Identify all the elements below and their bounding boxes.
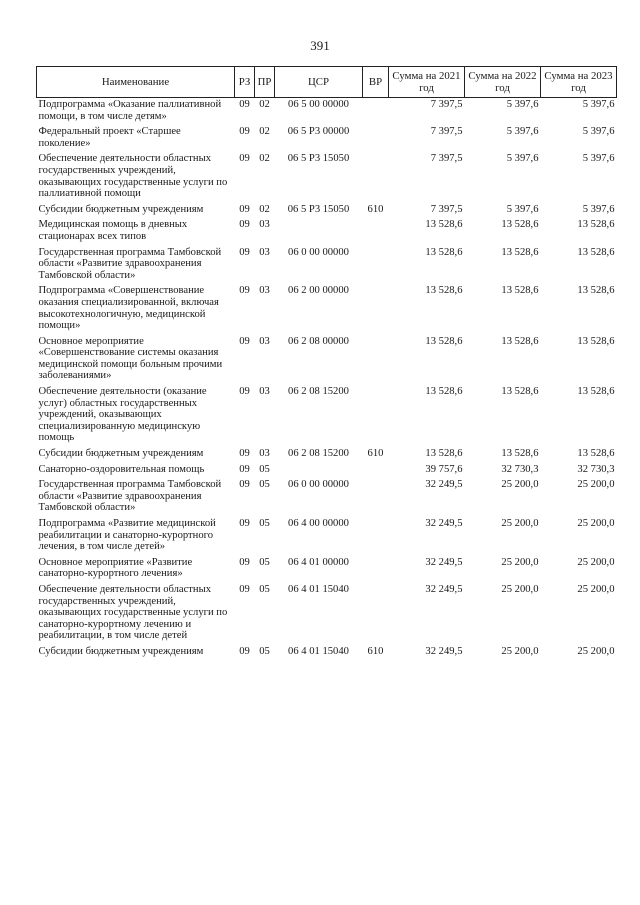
vr-cell (363, 335, 389, 385)
name-cell: Субсидии бюджетным учреждениям (38, 448, 204, 460)
csr-cell: 06 5 00 00000 (288, 99, 349, 110)
pr-cell: 02 (259, 99, 270, 110)
table-row (37, 152, 617, 202)
name-cell: Субсидии бюджетным учреждениям (38, 203, 204, 215)
header-rz: РЗ (235, 67, 255, 98)
table-row (37, 517, 617, 556)
sum-2022-cell: 5 397,6 (506, 153, 539, 165)
sum-2023-cell: 13 528,6 (577, 246, 615, 258)
sum-2021-cell: 13 528,6 (425, 386, 463, 398)
table-row (37, 645, 617, 661)
sum-2021-cell: 13 528,6 (425, 246, 463, 258)
vr-cell (363, 125, 389, 152)
csr-cell: 06 5 P3 15050 (287, 203, 350, 215)
pr-cell: 03 (259, 386, 270, 398)
sum-2021-cell: 13 528,6 (425, 335, 463, 347)
header-row (37, 67, 617, 98)
sum-2022-cell: 13 528,6 (501, 335, 539, 347)
sum-2021-cell: 32 249,5 (425, 645, 463, 657)
rz-cell: 09 (239, 99, 250, 110)
sum-2023-cell: 13 528,6 (577, 285, 615, 297)
table-row (37, 447, 617, 463)
pr-cell: 03 (259, 219, 270, 231)
rz-cell: 09 (239, 583, 250, 595)
vr-cell (363, 583, 389, 645)
pr-cell: 05 (259, 479, 270, 491)
table-body (37, 98, 617, 661)
sum-2022-cell: 25 200,0 (501, 556, 539, 568)
sum-2021-cell: 32 249,5 (425, 556, 463, 568)
rz-cell: 09 (239, 335, 250, 347)
sum-2022-cell: 13 528,6 (501, 219, 539, 231)
sum-2023-cell: 25 200,0 (577, 645, 615, 657)
rz-cell: 09 (239, 386, 250, 398)
table-row (37, 203, 617, 219)
vr-cell (363, 152, 389, 202)
name-cell: Основное мероприятие «Совершенствование системы оказания медицинской помощи больным прочими заболеваниями» (38, 335, 223, 382)
sum-2022-cell: 13 528,6 (501, 285, 539, 297)
header-sum-2022: Сумма на 2022 год (465, 67, 541, 98)
sum-2023-cell: 25 200,0 (577, 479, 615, 491)
table-row (37, 583, 617, 645)
table-row (37, 284, 617, 334)
sum-2023-cell: 13 528,6 (577, 335, 615, 347)
sum-2022-cell: 25 200,0 (501, 583, 539, 595)
sum-2021-cell: 13 528,6 (425, 448, 463, 460)
sum-2023-cell: 25 200,0 (577, 583, 615, 595)
pr-cell: 05 (259, 645, 270, 657)
sum-2023-cell: 25 200,0 (577, 518, 615, 529)
vr-cell (363, 98, 389, 126)
csr-cell: 06 4 01 15040 (288, 645, 349, 657)
pr-cell: 03 (259, 285, 270, 297)
rz-cell: 09 (239, 479, 250, 491)
sum-2021-cell: 39 757,6 (425, 463, 463, 475)
name-cell: Обеспечение деятельности областных государственных учреждений, оказывающих государственные услуги по паллиативной помощи (38, 153, 228, 200)
sum-2023-cell: 5 397,6 (582, 153, 615, 165)
page-number: 391 (310, 38, 330, 53)
name-cell: Подпрограмма «Совершенствование оказания специализированной, включая высокотехнологичную, медицинской помощи» (38, 285, 219, 332)
vr-cell (363, 517, 389, 556)
vr-cell (363, 556, 389, 583)
name-cell: Медицинская помощь в дневных стационарах всех типов (38, 219, 188, 242)
name-cell: Федеральный проект «Старшее поколение» (38, 126, 181, 149)
rz-cell: 09 (239, 153, 250, 165)
vr-cell (363, 246, 389, 285)
name-cell: Обеспечение деятельности (оказание услуг) областных государственных учреждений, оказывающих специализированную медицинскую помощь (38, 386, 207, 444)
name-cell: Субсидии бюджетным учреждениям (38, 645, 204, 657)
vr-cell (363, 385, 389, 447)
rz-cell: 09 (239, 645, 250, 657)
sum-2021-cell: 32 249,5 (425, 518, 463, 529)
vr-cell: 610 (367, 448, 384, 460)
pr-cell: 05 (259, 583, 270, 595)
sum-2023-cell: 32 730,3 (577, 463, 615, 475)
csr-cell: 06 4 00 00000 (288, 518, 349, 529)
vr-cell (363, 284, 389, 334)
sum-2021-cell: 7 397,5 (430, 99, 463, 110)
vr-cell: 610 (367, 203, 384, 215)
table-row (37, 125, 617, 152)
pr-cell: 02 (259, 203, 270, 215)
sum-2021-cell: 32 249,5 (425, 583, 463, 595)
sum-2023-cell: 13 528,6 (577, 448, 615, 460)
csr-cell: 06 0 00 00000 (288, 479, 349, 491)
sum-2022-cell: 25 200,0 (501, 518, 539, 529)
sum-2021-cell: 7 397,5 (430, 126, 463, 138)
sum-2022-cell: 25 200,0 (501, 645, 539, 657)
rz-cell: 09 (239, 518, 250, 529)
name-cell: Государственная программа Тамбовской области «Развитие здравоохранения Тамбовской области» (38, 479, 222, 514)
table-row (37, 218, 617, 245)
sum-2021-cell: 32 249,5 (425, 479, 463, 491)
header-vr: ВР (363, 67, 389, 98)
name-cell: Санаторно-оздоровительная помощь (38, 463, 205, 475)
name-cell: Государственная программа Тамбовской области «Развитие здравоохранения Тамбовской области» (38, 246, 222, 281)
rz-cell: 09 (239, 463, 250, 475)
pr-cell: 03 (259, 246, 270, 258)
rz-cell: 09 (239, 448, 250, 460)
rz-cell: 09 (239, 285, 250, 297)
pr-cell: 02 (259, 153, 270, 165)
name-cell: Основное мероприятие «Развитие санаторно-курортного лечения» (38, 556, 193, 580)
csr-cell: 06 0 00 00000 (288, 246, 349, 258)
csr-cell: 06 2 00 00000 (288, 285, 349, 297)
sum-2023-cell: 5 397,6 (582, 203, 615, 215)
rz-cell: 09 (239, 203, 250, 215)
sum-2021-cell: 13 528,6 (425, 285, 463, 297)
header-csr: ЦСР (275, 67, 363, 98)
header-pr: ПР (255, 67, 275, 98)
sum-2023-cell: 5 397,6 (582, 126, 615, 138)
header-name: Наименование (37, 67, 235, 98)
sum-2021-cell: 7 397,5 (430, 153, 463, 165)
sum-2023-cell: 13 528,6 (577, 219, 615, 231)
table-row (37, 385, 617, 447)
csr-cell: 06 2 08 15200 (288, 386, 349, 398)
csr-cell: 06 5 P3 15050 (287, 153, 350, 165)
csr-cell (275, 218, 363, 245)
rz-cell: 09 (239, 219, 250, 231)
pr-cell: 05 (259, 518, 270, 529)
csr-cell: 06 5 P3 00000 (287, 126, 350, 138)
table-row (37, 556, 617, 583)
vr-cell (363, 463, 389, 479)
sum-2022-cell: 32 730,3 (501, 463, 539, 475)
pr-cell: 05 (259, 556, 270, 568)
table-row (37, 478, 617, 517)
name-cell: Обеспечение деятельности областных государственных учреждений, оказывающих государственные услуги по санаторно-курортному лечению и реабилитации, в том числе детей (38, 583, 228, 642)
sum-2023-cell: 13 528,6 (577, 386, 615, 398)
pr-cell: 02 (259, 126, 270, 138)
sum-2022-cell: 13 528,6 (501, 448, 539, 460)
pr-cell: 03 (259, 448, 270, 460)
pr-cell: 05 (259, 463, 270, 475)
header-sum-2023: Сумма на 2023 год (541, 67, 617, 98)
name-cell: Подпрограмма «Развитие медицинской реабилитации и санаторно-курортного лечения, в том числе детей» (38, 518, 216, 553)
csr-cell: 06 4 01 15040 (288, 583, 349, 595)
header-sum-2021: Сумма на 2021 год (389, 67, 465, 98)
sum-2022-cell: 5 397,6 (506, 203, 539, 215)
csr-cell: 06 2 08 00000 (288, 335, 349, 347)
name-cell: Подпрограмма «Оказание паллиативной помощи, в том числе детям» (38, 99, 222, 122)
sum-2022-cell: 13 528,6 (501, 386, 539, 398)
sum-2021-cell: 13 528,6 (425, 219, 463, 231)
csr-cell: 06 4 01 00000 (288, 556, 349, 568)
table-row (37, 98, 617, 126)
rz-cell: 09 (239, 246, 250, 258)
sum-2022-cell: 13 528,6 (501, 246, 539, 258)
rz-cell: 09 (239, 126, 250, 138)
sum-2021-cell: 7 397,5 (430, 203, 463, 215)
sum-2022-cell: 5 397,6 (506, 126, 539, 138)
sum-2023-cell: 5 397,6 (582, 99, 615, 110)
budget-table (36, 66, 617, 661)
table-row (37, 463, 617, 479)
table-row (37, 246, 617, 285)
vr-cell: 610 (367, 645, 384, 657)
sum-2023-cell: 25 200,0 (577, 556, 615, 568)
csr-cell (275, 463, 363, 479)
pr-cell: 03 (259, 335, 270, 347)
sum-2022-cell: 25 200,0 (501, 479, 539, 491)
vr-cell (363, 218, 389, 245)
table-row (37, 335, 617, 385)
csr-cell: 06 2 08 15200 (288, 448, 349, 460)
rz-cell: 09 (239, 556, 250, 568)
sum-2022-cell: 5 397,6 (506, 99, 539, 110)
vr-cell (363, 478, 389, 517)
